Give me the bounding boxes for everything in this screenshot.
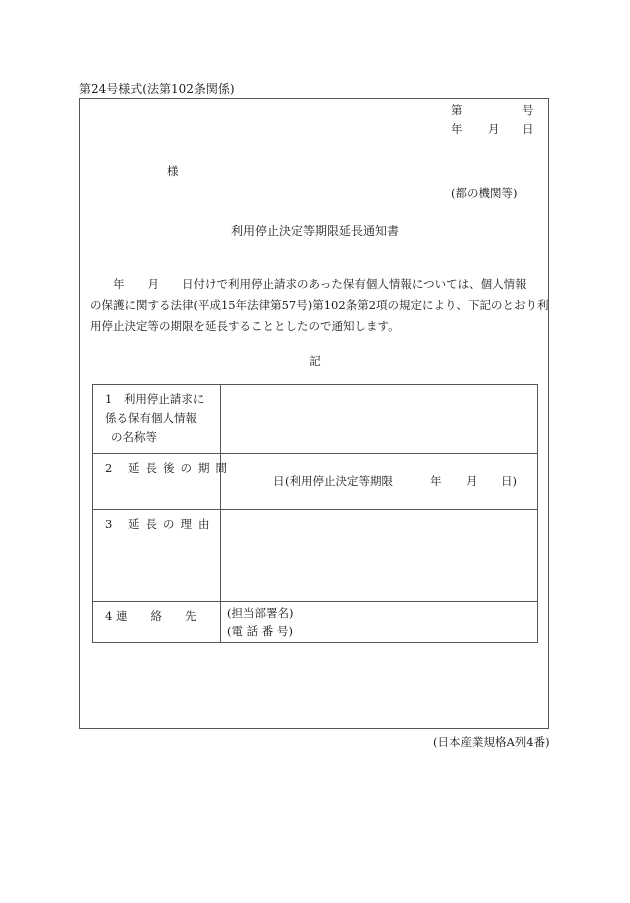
label-line: 2 延長後の期間 xyxy=(105,461,233,475)
addressee-honorific: 様 xyxy=(167,164,179,178)
contact-phone: (電 話 番 号) xyxy=(227,624,293,638)
period-day-end-label: 日) xyxy=(501,474,517,488)
value-information-name xyxy=(221,385,538,454)
ki-heading: 記 xyxy=(309,354,321,368)
period-deadline-label: (利用停止決定等期限 xyxy=(285,474,393,488)
label-contact xyxy=(93,602,221,643)
document-number-prefix: 第 xyxy=(451,103,463,117)
label-line: 1 利用停止請求に xyxy=(105,392,205,406)
table-row-extension-period xyxy=(93,454,538,510)
label-extension-reason xyxy=(93,510,221,602)
details-table xyxy=(92,384,538,643)
date-day-label: 日 xyxy=(522,122,534,136)
label-line: の名称等 xyxy=(111,430,157,444)
notice-body-line-3: 用停止決定等の期限を延長することとしたので通知します。 xyxy=(90,319,400,333)
value-contact xyxy=(221,602,538,643)
paper-size-note: (日本産業規格A列4番) xyxy=(433,735,550,749)
label-extension-period xyxy=(93,454,233,510)
label-information-name xyxy=(93,385,221,454)
notice-body-line-1: 年 月 日付けで利用停止請求のあった保有個人情報については、個人情報 xyxy=(90,277,527,291)
period-day-label: 日 xyxy=(273,474,285,488)
contact-text xyxy=(227,604,293,640)
table-row-contact xyxy=(93,602,538,643)
issuing-agency: (都の機関等) xyxy=(451,186,518,200)
document-number-suffix: 号 xyxy=(522,103,534,117)
form-frame xyxy=(79,98,549,729)
table-row-extension-reason xyxy=(93,510,538,602)
label-line: 4 連 絡 先 xyxy=(105,609,197,623)
table-row-information-name xyxy=(93,385,538,454)
form-number: 第24号様式(法第102条関係) xyxy=(79,82,235,96)
date-month-label: 月 xyxy=(488,122,500,136)
document-title: 利用停止決定等期限延長通知書 xyxy=(230,224,399,238)
value-extension-reason xyxy=(221,510,538,602)
label-line: 係る保有個人情報 xyxy=(105,411,197,425)
period-month-label: 月 xyxy=(466,474,478,488)
notice-body-line-2: の保護に関する法律(平成15年法律第57号)第102条第2項の規定により、下記のとおり利 xyxy=(90,298,549,312)
notice-body xyxy=(90,274,549,337)
value-extension-period xyxy=(221,454,538,510)
period-year-label: 年 xyxy=(430,474,442,488)
label-line: 3 延長の理由 xyxy=(105,517,216,531)
contact-department: (担当部署名) xyxy=(227,606,294,620)
date-year-label: 年 xyxy=(451,122,463,136)
